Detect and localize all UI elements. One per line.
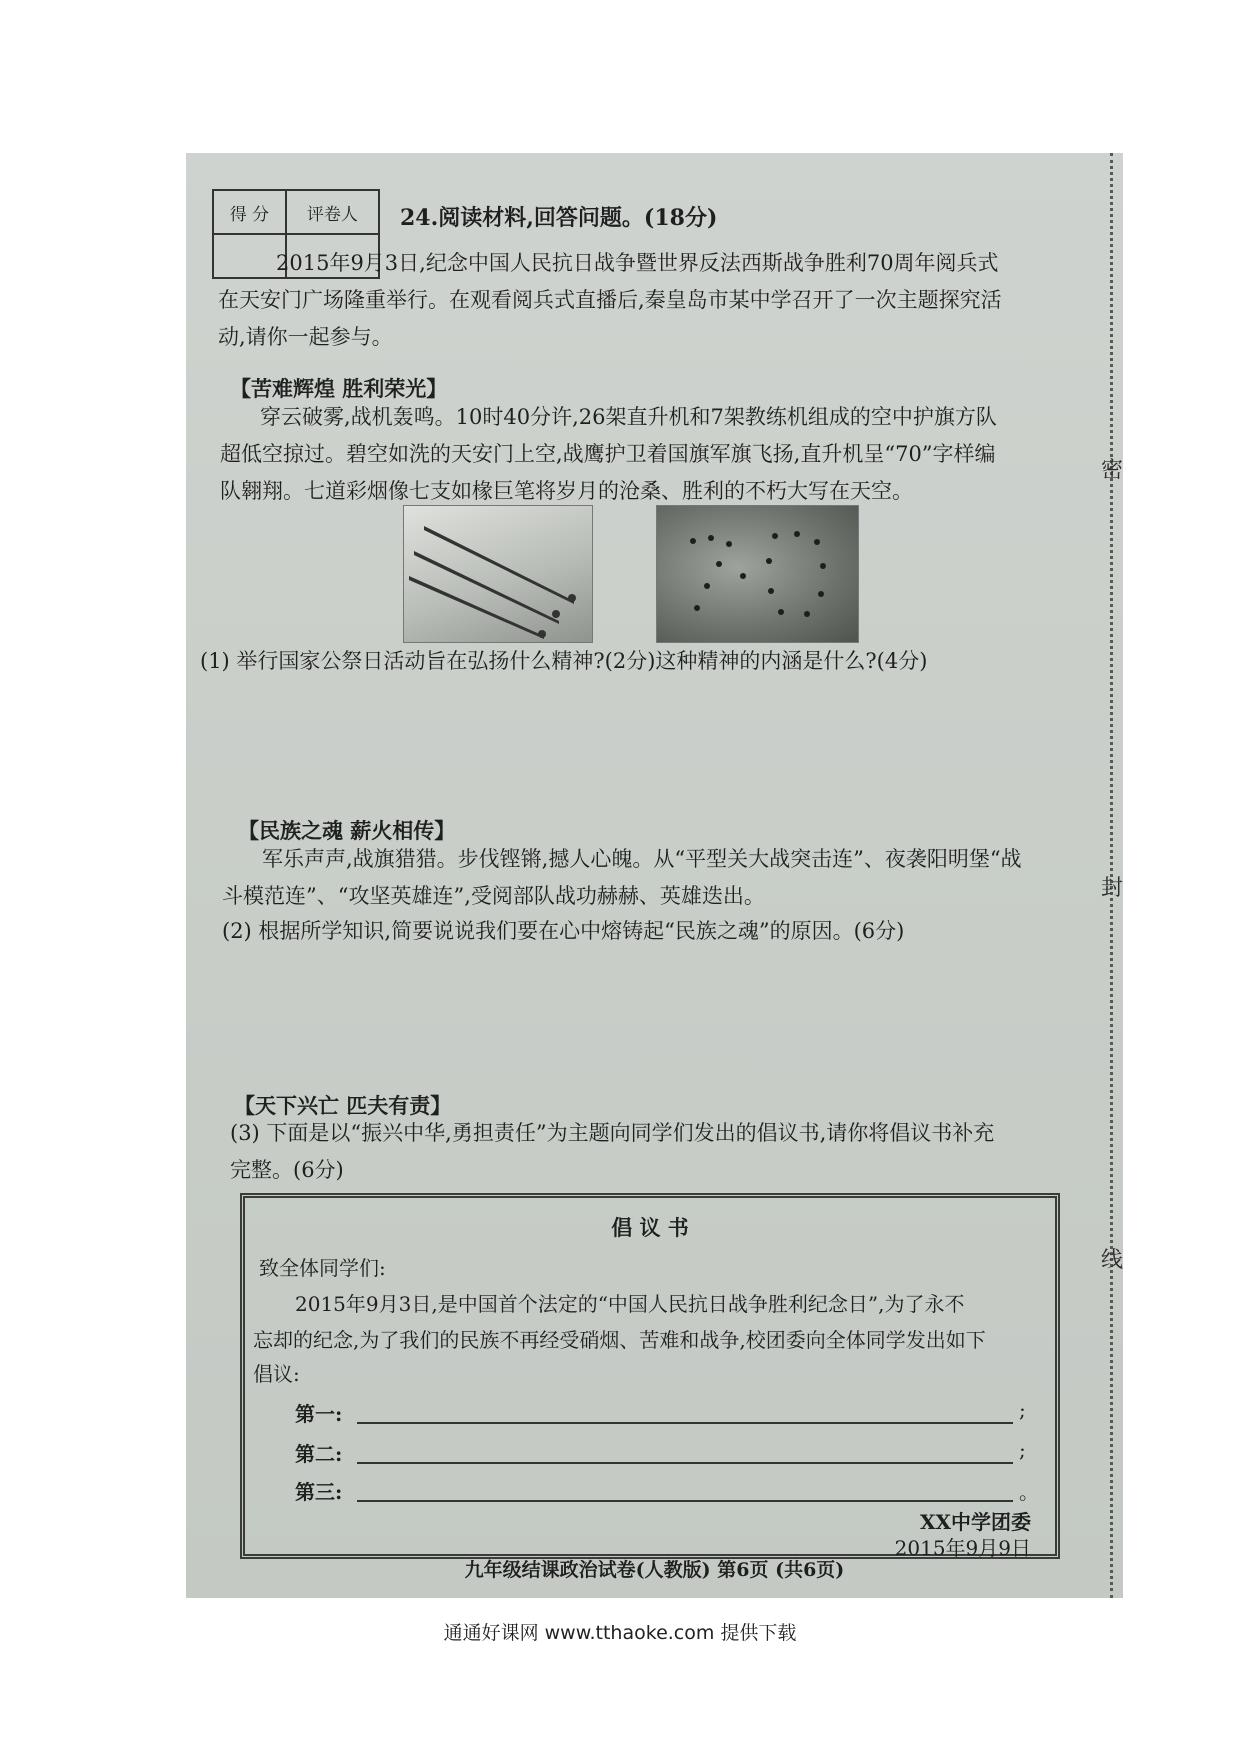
- question-3-line-2: 完整。(6分): [230, 1158, 344, 1182]
- proposal-item-1-semicolon: ;: [1019, 1398, 1026, 1422]
- intro-line-2: 在天安门广场隆重举行。在观看阅兵式直播后,秦皇岛市某中学召开了一次主题探究活: [218, 288, 1002, 312]
- question-2: (2) 根据所学知识,简要说说我们要在心中熔铸起“民族之魂”的原因。(6分): [222, 919, 905, 943]
- proposal-item-3-label: 第三:: [295, 1480, 343, 1504]
- intro-line-1: 2015年9月3日,纪念中国人民抗日战争暨世界反法西斯战争胜利70周年阅兵式: [276, 251, 999, 275]
- bleed-through-text: [746, 193, 768, 224]
- proposal-greeting: 致全体同学们:: [259, 1256, 386, 1280]
- proposal-item-2-semicolon: ;: [1019, 1438, 1026, 1462]
- grader-label: 评卷人: [286, 190, 379, 234]
- exam-page-photo: [186, 153, 1123, 1598]
- side-label-xian: 线: [1100, 1248, 1123, 1273]
- proposal-body-3: 倡议:: [253, 1362, 300, 1386]
- proposal-body-2: 忘却的纪念,为了我们的民族不再经受硝烟、苦难和战争,校团委向全体同学发出如下: [253, 1328, 986, 1352]
- section2-text: [222, 841, 1022, 915]
- section1-line-2: 超低空掠过。碧空如洗的天安门上空,战鹰护卫着国旗军旗飞扬,直升机呈“70”字样编: [220, 442, 996, 466]
- proposal-item-1-blank[interactable]: [357, 1422, 1013, 1424]
- section2-title: 【民族之魂 薪火相传】: [238, 819, 456, 843]
- proposal-item-2-label: 第二:: [295, 1442, 343, 1466]
- proposal-body-1: 2015年9月3日,是中国首个法定的“中国人民抗日战争胜利纪念日”,为了永不: [295, 1292, 965, 1316]
- question-1: (1) 举行国家公祭日活动旨在弘扬什么精神?(2分)这种精神的内涵是什么?(4分): [200, 649, 928, 673]
- proposal-date: 2015年9月9日: [894, 1536, 1031, 1560]
- proposal-item-2-blank[interactable]: [357, 1462, 1013, 1464]
- proposal-title: 倡 议 书: [611, 1216, 689, 1240]
- section1-text: [220, 399, 997, 510]
- proposal-item-3-period: 。: [1019, 1480, 1039, 1504]
- section1-line-3: 队翱翔。七道彩烟像七支如椽巨笔将岁月的沧桑、胜利的不朽大写在天空。: [220, 479, 913, 503]
- proposal-signature: XX中学团委: [919, 1510, 1031, 1534]
- proposal-item-1-label: 第一:: [295, 1402, 343, 1426]
- section1-line-1: 穿云破雾,战机轰鸣。10时40分许,26架直升机和7架教练机组成的空中护旗方队: [260, 405, 997, 429]
- question-3-line-1: (3) 下面是以“振兴中华,勇担责任”为主题向同学们发出的倡议书,请你将倡议书补充: [230, 1121, 995, 1145]
- score-label: 得 分: [213, 190, 286, 234]
- proposal-item-3-blank[interactable]: [357, 1500, 1013, 1502]
- proposal-letter-box: [240, 1193, 1060, 1559]
- site-watermark: 通通好课网 www.tthaoke.com 提供下载: [443, 1622, 797, 1644]
- question-3: [230, 1115, 994, 1189]
- intro-line-3: 动,请你一起参与。: [218, 325, 393, 349]
- section2-line-2: 斗模范连”、“攻坚英雄连”,受阅部队战功赫赫、英雄迭出。: [222, 884, 765, 908]
- side-label-mi: 密: [1100, 458, 1123, 483]
- side-label-feng: 封: [1100, 876, 1123, 901]
- helicopter-70-formation-photo: [656, 505, 859, 643]
- aircraft-formation-photo: [403, 505, 593, 643]
- question-heading: 24.阅读材料,回答问题。(18分): [400, 205, 718, 231]
- question-intro: [218, 245, 1002, 356]
- page-footer: 九年级结课政治试卷(人教版) 第6页 (共6页): [464, 1559, 845, 1581]
- section3-title: 【天下兴亡 匹夫有责】: [234, 1094, 452, 1118]
- section2-line-1: 军乐声声,战旗猎猎。步伐铿锵,撼人心魄。从“平型关大战突击连”、夜袭阳明堡“战: [262, 847, 1022, 871]
- section1-title: 【苦难辉煌 胜利荣光】: [230, 377, 448, 401]
